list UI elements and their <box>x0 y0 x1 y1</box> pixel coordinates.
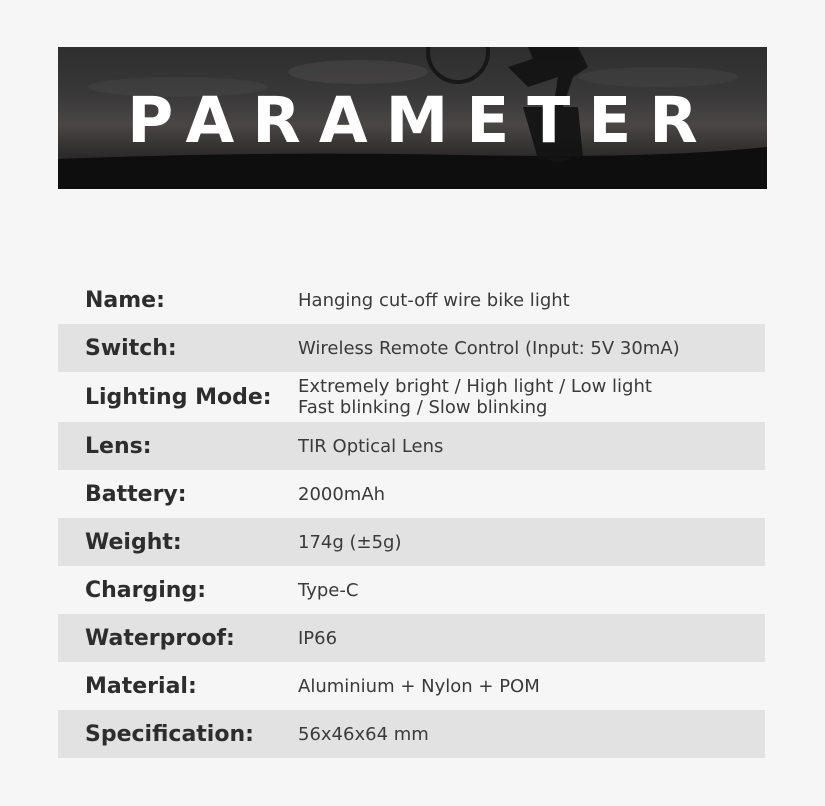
spec-value: Aluminium + Nylon + POM <box>298 675 540 697</box>
spec-row-weight <box>58 518 765 566</box>
spec-row-specification <box>58 710 765 758</box>
spec-value: Type-C <box>298 579 359 601</box>
spec-value: 174g (±5g) <box>298 531 402 553</box>
parameter-table <box>58 276 765 758</box>
spec-value: Wireless Remote Control (Input: 5V 30mA) <box>298 337 680 359</box>
spec-label: Lens: <box>85 433 152 459</box>
spec-row-battery <box>58 470 765 518</box>
spec-label: Specification: <box>85 721 254 747</box>
spec-label: Name: <box>85 287 165 313</box>
spec-label: Material: <box>85 673 197 699</box>
parameter-banner <box>58 47 767 189</box>
spec-row-charging <box>58 566 765 614</box>
spec-label: Lighting Mode: <box>85 384 272 410</box>
spec-label: Battery: <box>85 481 187 507</box>
spec-value: IP66 <box>298 627 338 649</box>
spec-value: 2000mAh <box>298 483 386 505</box>
spec-row-name <box>58 276 765 324</box>
spec-label: Waterproof: <box>85 625 235 651</box>
spec-label: Charging: <box>85 577 206 603</box>
spec-row-switch <box>58 324 765 372</box>
spec-row-lens <box>58 422 765 470</box>
spec-value: TIR Optical Lens <box>298 435 444 457</box>
banner-title: PARAMETER <box>127 84 716 157</box>
spec-label: Weight: <box>85 529 182 555</box>
spec-row-waterproof <box>58 614 765 662</box>
spec-row-material <box>58 662 765 710</box>
spec-value: 56x46x64 mm <box>298 723 429 745</box>
spec-label: Switch: <box>85 335 177 361</box>
spec-value: Extremely bright / High light / Low light Fast blinking / Slow blinking <box>298 376 652 418</box>
spec-value: Hanging cut-off wire bike light <box>298 289 570 311</box>
spec-row-lighting-mode <box>58 372 765 422</box>
